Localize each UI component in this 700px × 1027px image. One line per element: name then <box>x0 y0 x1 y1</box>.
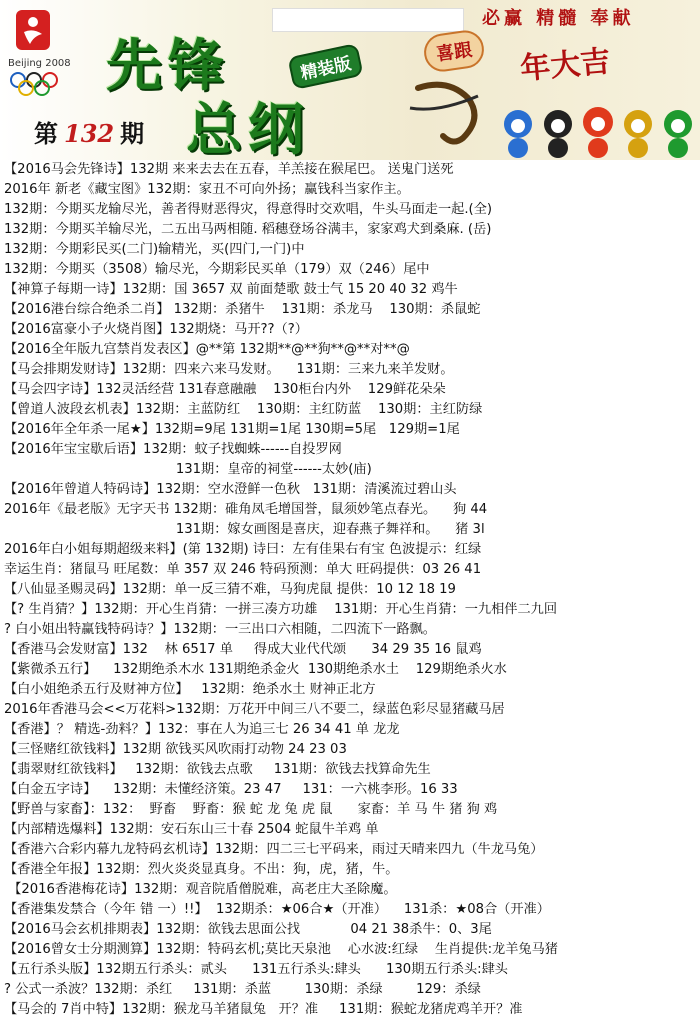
text-line: 【? 生肖猜？】132期：开心生肖猜：一拼三凑方功雄 131期：开心生肖猜：一九相伴二九回 <box>4 602 558 617</box>
text-line: 【2016曾女士分期测算】132期：特码玄机;莫比天泉池 心水波:红绿 生肖提供:龙羊兔马猪 <box>4 942 558 957</box>
text-line: 【马会四字诗】132灵活经营 131春意融融 130柜台内外 129鲜花朵朵 <box>4 382 446 397</box>
issue-number: 132 <box>64 119 115 148</box>
text-line: 【香港六合彩内幕九龙特码玄机诗】132期：四二三七平码来，雨过天晴来四九（牛龙马兔） <box>4 842 544 857</box>
text-line: 【2016年宝宝歇后语】132期：蚊子找蜘蛛------自投罗网 <box>4 442 342 457</box>
header-banner <box>0 0 700 160</box>
text-line: 131期：嫁女画图是喜庆，迎春燕子舞祥和。 猪 3l <box>4 522 485 537</box>
blank-title-box <box>272 8 464 32</box>
text-line: 幸运生肖：猪鼠马 旺尾数：单 357 双 246 特码预测：单大 旺码提供：03 26 41 <box>4 562 482 577</box>
text-line: 【2016富豪小子火烧肖图】132期烧：马开??（?） <box>4 322 308 337</box>
text-line: ? 白小姐出特赢钱特码诗？】132期：一三出口六相随，二四流下一路飘。 <box>4 622 436 637</box>
issue-suffix: 期 <box>120 119 145 148</box>
text-line: 【2016香港梅花诗】132期：观音院盾僧脱难，高老庄大圣除魔。 <box>4 882 397 897</box>
beijing-olympic-logo <box>6 8 86 108</box>
mascot-huanhuan <box>583 107 613 158</box>
banner-title-second: 总纲 <box>186 97 310 160</box>
text-line: 【三怪赌红欲钱料】132期 欲钱买风吹雨打动物 24 23 03 <box>4 742 347 757</box>
mascot-jingjing <box>544 110 572 158</box>
text-line: 【马会排期发财诗】132期：四来六来马发财。 131期：三来九来羊发财。 <box>4 362 454 377</box>
text-line: 【香港集发禁合（今年 错 一）!!】 132期杀：★06合★（开准） 131杀：★08合（开准） <box>4 902 550 917</box>
text-line: 【五行杀头版】132期五行杀头：贰头 131五行杀头:肆头 130期五行杀头:肆头 <box>4 962 508 977</box>
text-line: 【香港全年报】132期：烈火炎炎显真身。不出：狗，虎，猪，牛。 <box>4 862 399 877</box>
text-line: 【香港马会发财富】132 林 6517 单 得成大业代代颂 34 29 35 16 鼠鸡 <box>4 642 482 657</box>
text-line: 【2016港台综合绝杀二肖】 132期：杀猪牛 131期：杀龙马 130期：杀鼠蛇 <box>4 302 481 317</box>
text-line: 131期：皇帝的祠堂------太妙(庙) <box>4 462 372 477</box>
text-line: 【八仙显圣赐灵码】132期：单一反三猜不难，马狗虎鼠 提供：10 12 18 19 <box>4 582 456 597</box>
issue-label <box>34 114 144 149</box>
text-line: 2016年 新老《藏宝图》132期：家丑不可向外扬；赢钱科当家作主。 <box>4 182 410 197</box>
text-line: 【白小姐绝杀五行及财神方位】 132期：绝杀水土 财神正北方 <box>4 682 376 697</box>
text-line: 【2016马会玄机排期表】132期：欲钱去思面公找 04 21 38杀牛：0、3尾 <box>4 922 492 937</box>
text-line: 【内部精选爆料】132期：安石东山三十春 2504 蛇鼠牛羊鸡 单 <box>4 822 379 837</box>
text-line: 【2016马会先锋诗】132期 来来去去在五春，羊羔接在猴尾巴。 送鬼门送死 <box>4 162 454 177</box>
text-line: 【2016年曾道人特码诗】132期：空水澄鲜一色秋 131期：清溪流过碧山头 <box>4 482 457 497</box>
text-line: 132期：今期彩民买(二门)输精光，买(四门,一门)中 <box>4 242 305 257</box>
text-line: 【2016年全年杀一尾★】132期=9尾 131期=1尾 130期=5尾 129期=1尾 <box>4 422 460 437</box>
text-line: 【马会的 7肖中特】132期：猴龙马羊猪鼠兔 开？准 131期：猴蛇龙猪虎鸡羊开？准 <box>4 1002 523 1017</box>
text-line: 【翡翠财红欲钱料】 132期：欲钱去点歌 131期：欲钱去找算命先生 <box>4 762 431 777</box>
text-line: 【神算子每期一诗】132期：国 3657 双 前面楚歌 鼓士气 15 20 40 32 鸡牛 <box>4 282 458 297</box>
issue-prefix: 第 <box>34 119 58 148</box>
mascot-yingying <box>624 110 652 158</box>
mascot-beibei <box>504 110 532 158</box>
text-line: 【白金五字诗】 132期：未懂经济策。23 47 131：一六桃李形。16 33 <box>4 782 458 797</box>
text-line: 2016年香港马会<<万花料>132期：万花开中间三八不要二，绿蓝色彩尽显猪藏马居 <box>4 702 505 717</box>
text-line: 【野兽与家畜】：132： 野畜 野畜：猴 蛇 龙 兔 虎 鼠 家畜：羊 马 牛 猪 狗 鸡 <box>4 802 498 817</box>
logo-text: Beijing 2008 <box>8 58 71 69</box>
follow-badge: 喜跟 <box>422 28 487 74</box>
text-line: 【2016全年版九宫禁肖发表区】@**第 132期**@**狗**@**对**@ <box>4 342 410 357</box>
mascots-illustration <box>498 104 698 160</box>
text-line: 【曾道人波段玄机表】132期：主蓝防红 130期：主红防蓝 130期：主红防绿 <box>4 402 483 417</box>
banner-title-first: 先锋 <box>106 33 230 99</box>
brand-text: 年大吉 <box>518 44 612 87</box>
text-line: 132期：今期买羊输尽光，二五出马两相随. 稻穗登场谷满丰，家家鸡犬到桑麻. (岳) <box>4 222 492 237</box>
mascot-nini <box>664 110 692 158</box>
saxophone-icon <box>408 78 498 148</box>
text-line: 【香港】？ 精选-劲料？】132：事在人为追三七 26 34 41 单 龙龙 <box>4 722 400 737</box>
text-line: 132期：今期买（3508）输尽光，今期彩民买单（179）双（246）尾中 <box>4 262 430 277</box>
edition-badge: 精装版 <box>287 43 363 90</box>
text-line: ? 公式一杀波？132期：杀红 131期：杀蓝 130期：杀绿 129：杀绿 <box>4 982 481 997</box>
text-line: 132期：今期买龙输尽光，善者得财恶得灾，得意得时交欢唱，牛头马面走一起.(全) <box>4 202 493 217</box>
text-line: 2016年白小姐每期超级来料】(第 132期) 诗曰：左有佳果右有宝 色波提示：红绿 <box>4 542 482 557</box>
text-line: 2016年《最老版》无字天书 132期：碓角凤毛增国誉，鼠须妙笔点春光。 狗 44 <box>4 502 488 517</box>
text-line: 【紫微杀五行】 132期绝杀木水 131期绝杀金火 130期绝杀水土 129期绝杀火水 <box>4 662 507 677</box>
banner-slogan: 必赢 精髓 奉献 <box>482 8 635 29</box>
